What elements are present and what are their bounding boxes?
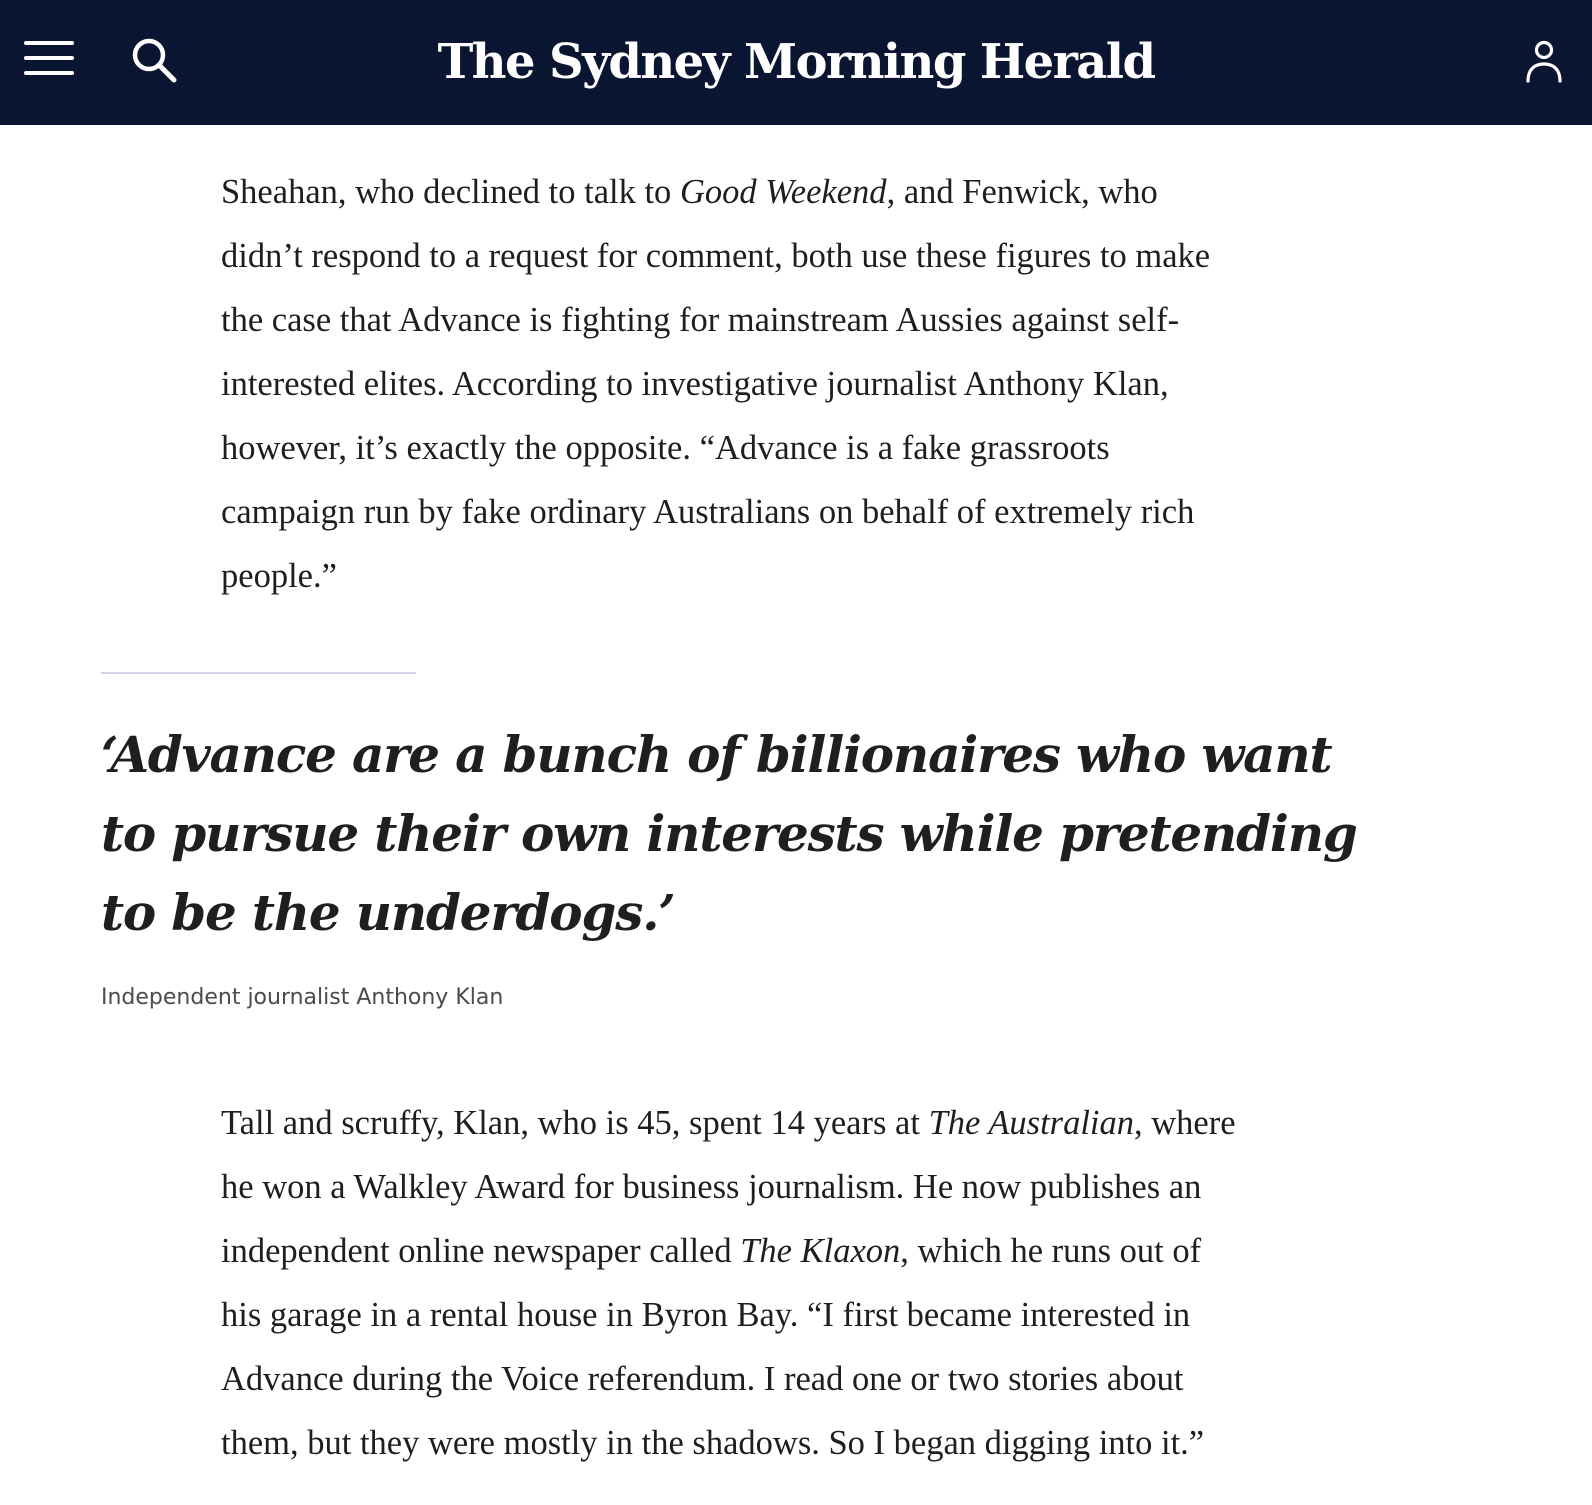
paragraph-line [221, 1091, 1381, 1155]
paragraph-line: his garage in a rental house in Byron Bay. “I first became interested in [221, 1296, 1191, 1334]
paragraph-line [221, 1219, 1381, 1283]
paragraph-text: , which he runs out of [900, 1232, 1202, 1270]
paragraph-text: , where [1134, 1104, 1236, 1142]
menu-bar [24, 41, 74, 45]
pull-quote-line: ‘Advance are a bunch of billionaires who want [101, 725, 1332, 784]
user-account-icon-glyph [1524, 40, 1564, 84]
menu-bar [24, 71, 74, 75]
paragraph-line: didn’t respond to a request for comment, both use these figures to make [221, 237, 1211, 275]
paragraph-text: , and Fenwick, who [886, 173, 1158, 211]
paragraph-text: Tall and scruffy, Klan, who is 45, spent 14 years at [221, 1104, 929, 1142]
paragraph-line [221, 160, 1381, 224]
paragraph-line: campaign run by fake ordinary Australians on behalf of extremely rich [221, 493, 1195, 531]
paragraph-text: Sheahan, who declined to talk to [221, 173, 680, 211]
pull-quote-attribution: Independent journalist Anthony Klan [101, 985, 504, 1010]
paragraph-text: independent online newspaper called [221, 1232, 741, 1270]
publication-title: The Klaxon [740, 1232, 901, 1270]
search-icon-glyph [130, 36, 178, 84]
paragraph-line: the case that Advance is fighting for mainstream Aussies against self- [221, 301, 1180, 339]
paragraph-line: Advance during the Voice referendum. I read one or two stories about [221, 1360, 1184, 1398]
publication-title: The Australian [928, 1104, 1134, 1142]
paragraph-line: however, it’s exactly the opposite. “Advance is a fake grassroots [221, 429, 1110, 467]
paragraph-line: them, but they were mostly in the shadows. So I began digging into it.” [221, 1424, 1205, 1462]
article-paragraph [221, 1091, 1381, 1475]
paragraph-line: people.” [221, 557, 337, 595]
pull-quote-line: to be the underdogs.’ [101, 883, 675, 942]
pull-quote-divider [101, 672, 416, 674]
user-account-icon[interactable] [1524, 40, 1564, 84]
menu-bar [24, 56, 74, 60]
masthead-logo[interactable]: The Sydney Morning Herald [437, 34, 1155, 90]
search-icon[interactable] [130, 36, 178, 84]
paragraph-line: he won a Walkley Award for business journalism. He now publishes an [221, 1168, 1202, 1206]
article-paragraph [221, 160, 1381, 608]
paragraph-line: interested elites. According to investigative journalist Anthony Klan, [221, 365, 1169, 403]
pull-quote [101, 715, 1357, 952]
site-header [0, 0, 1592, 125]
publication-title: Good Weekend [679, 173, 887, 211]
hamburger-menu-icon[interactable] [24, 40, 74, 78]
pull-quote-line: to pursue their own interests while pretending [101, 804, 1357, 863]
